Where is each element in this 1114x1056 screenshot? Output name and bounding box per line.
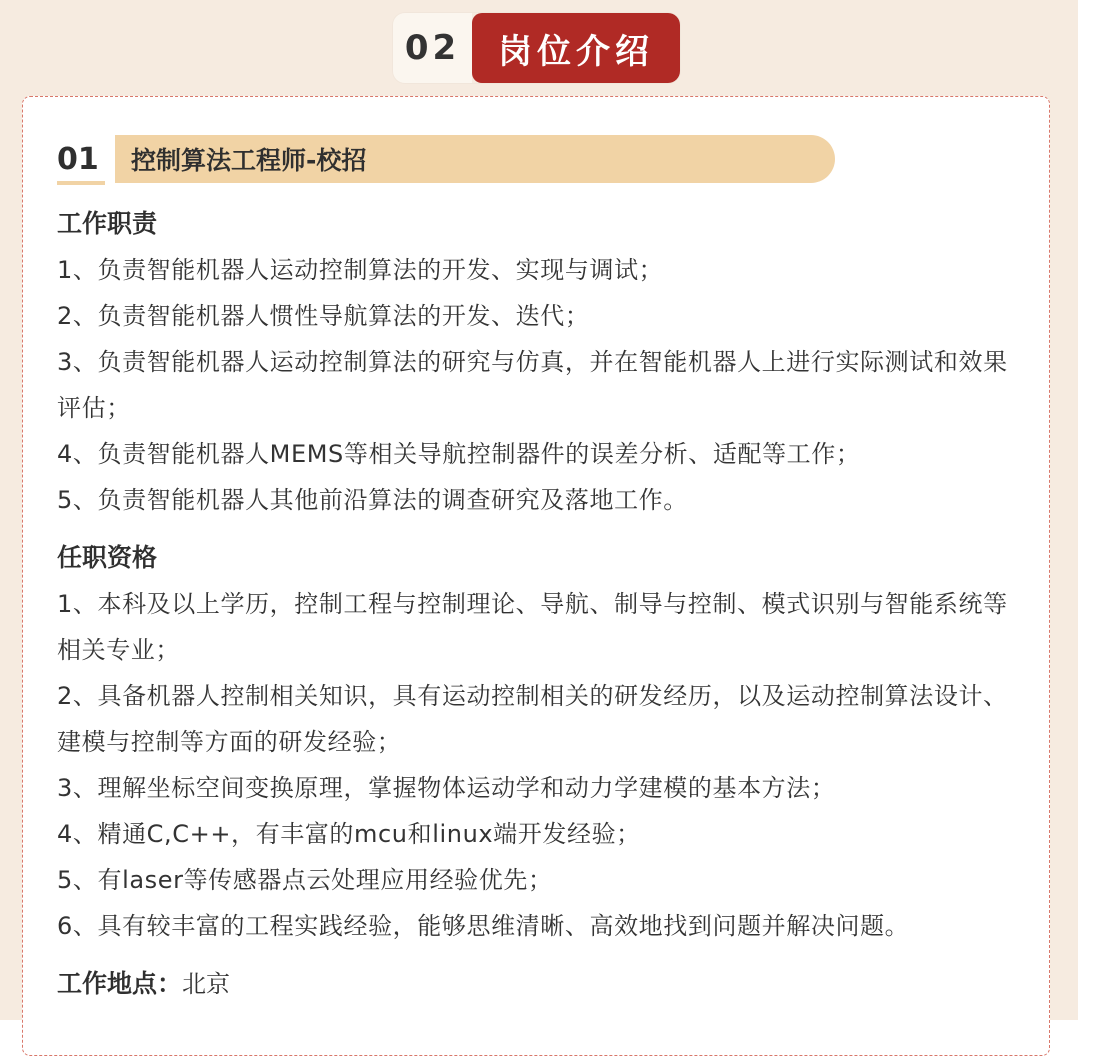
section-header	[393, 13, 680, 83]
duty-item: 3、负责智能机器人运动控制算法的研究与仿真，并在智能机器人上进行实际测试和效果评估；	[57, 348, 1008, 422]
job-number-underline	[57, 181, 105, 185]
job-card	[22, 96, 1050, 1056]
job-content	[57, 201, 1027, 1007]
duties-heading: 工作职责	[57, 209, 158, 238]
location-label: 工作地点：	[57, 969, 183, 998]
spacer	[57, 523, 1027, 535]
job-header	[57, 133, 835, 185]
requirements-heading: 任职资格	[57, 543, 158, 572]
requirement-item: 3、理解坐标空间变换原理，掌握物体运动学和动力学建模的基本方法；	[57, 774, 836, 802]
section-number: 02	[393, 13, 472, 83]
job-title: 控制算法工程师-校招	[115, 135, 835, 183]
section-title: 岗位介绍	[472, 13, 680, 83]
requirement-item: 1、本科及以上学历，控制工程与控制理论、导航、制导与控制、模式识别与智能系统等相关专业；	[57, 590, 1008, 664]
requirement-item: 5、有laser等传感器点云处理应用经验优先；	[57, 866, 553, 894]
job-number	[57, 133, 105, 185]
duty-item: 2、负责智能机器人惯性导航算法的开发、迭代；	[57, 302, 590, 330]
work-location	[57, 961, 1027, 1007]
location-value: 北京	[182, 970, 231, 998]
job-number-text: 01	[57, 141, 99, 177]
requirement-item: 2、具备机器人控制相关知识，具有运动控制相关的研发经历，以及运动控制算法设计、建模与控制等方面的研发经验；	[57, 682, 1008, 756]
duty-item: 5、负责智能机器人其他前沿算法的调查研究及落地工作。	[57, 486, 688, 514]
duty-item: 4、负责智能机器人MEMS等相关导航控制器件的误差分析、适配等工作；	[57, 440, 861, 468]
requirement-item: 4、精通C,C++，有丰富的mcu和linux端开发经验；	[57, 820, 641, 848]
spacer	[57, 949, 1027, 961]
duty-item: 1、负责智能机器人运动控制算法的开发、实现与调试；	[57, 256, 664, 284]
requirement-item: 6、具有较丰富的工程实践经验，能够思维清晰、高效地找到问题并解决问题。	[57, 912, 910, 940]
